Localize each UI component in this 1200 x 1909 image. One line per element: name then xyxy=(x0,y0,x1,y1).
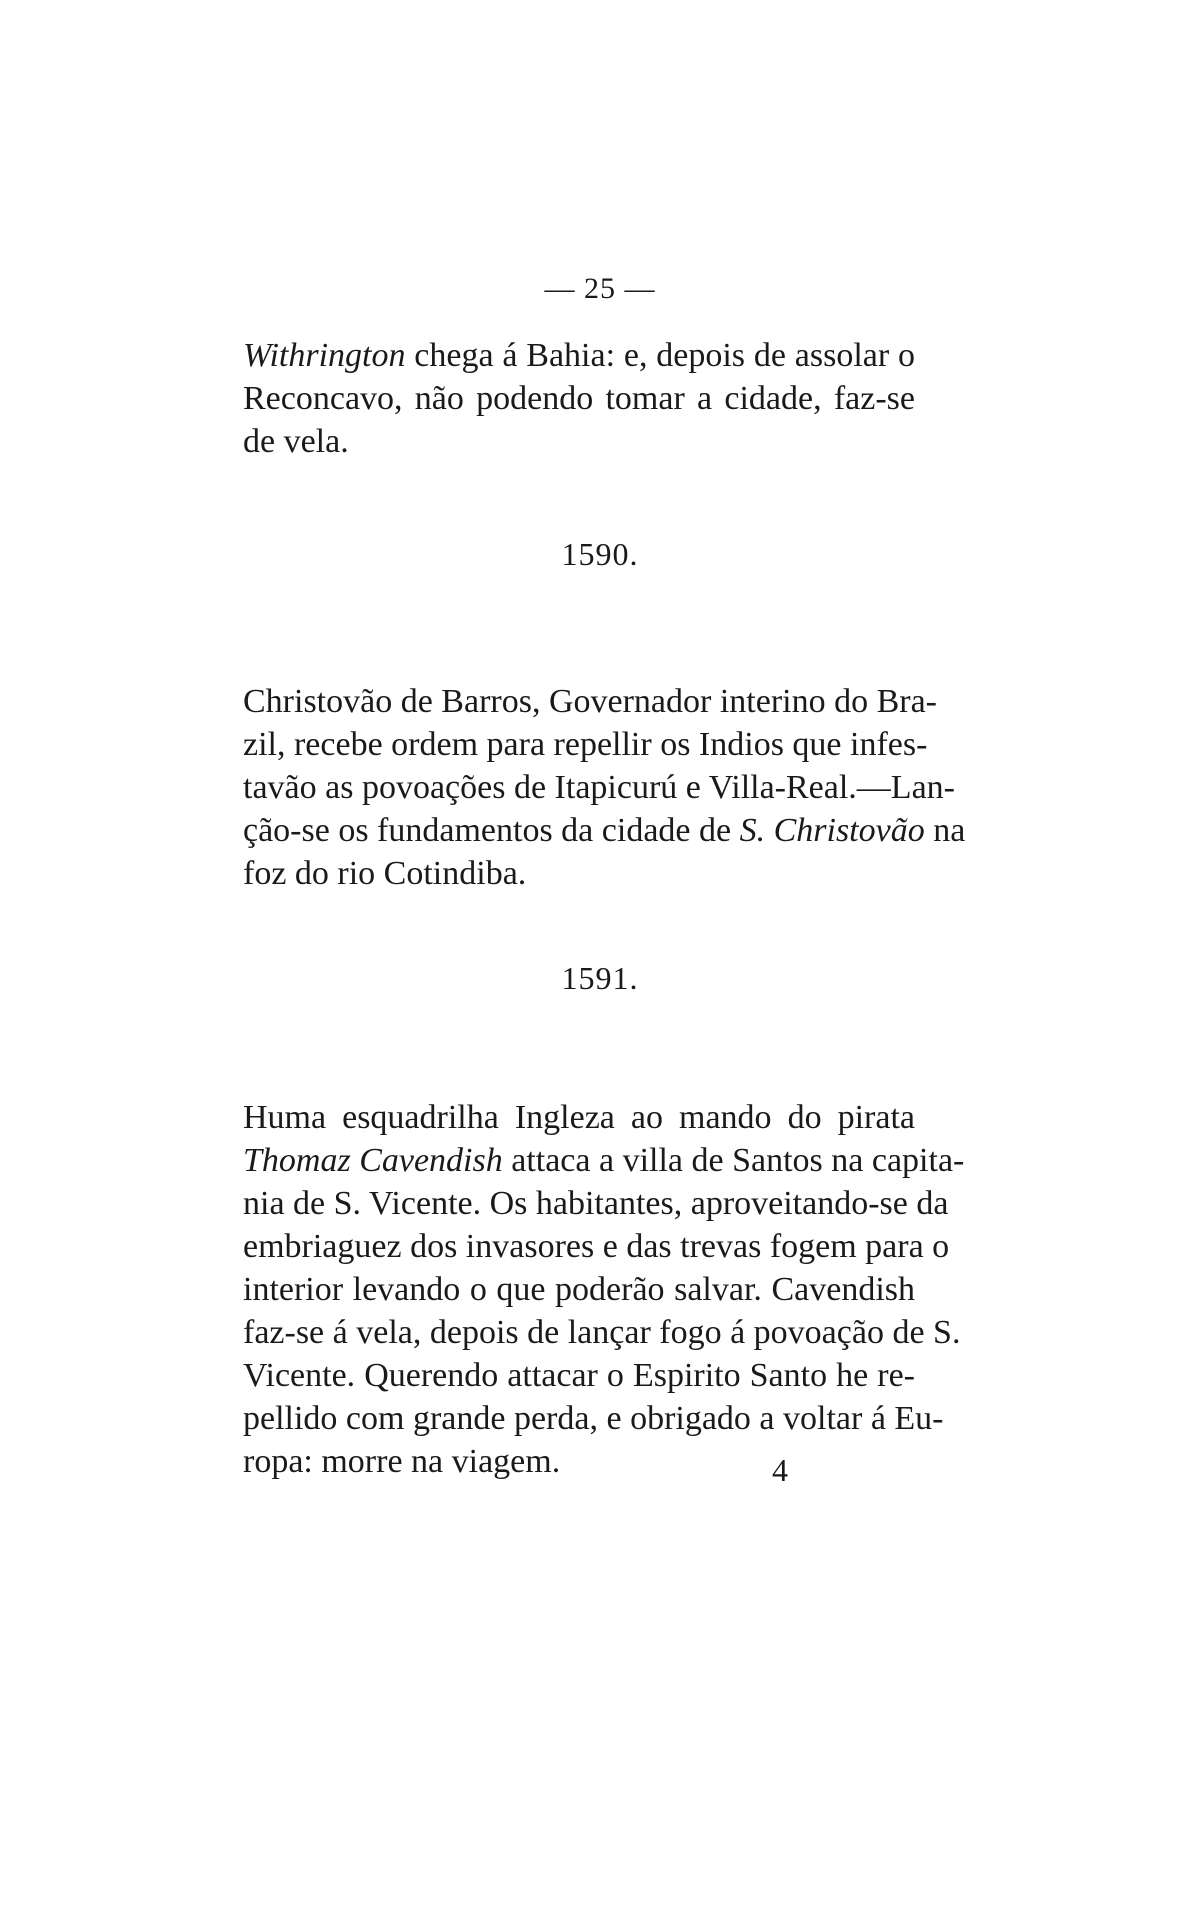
text-line: faz-se á vela, depois de lançar fogo á povoação de S. xyxy=(243,1314,961,1351)
italic-name: Thomaz Cavendish xyxy=(243,1142,503,1179)
line-text: chega á Bahia: e, depois de assolar o xyxy=(405,337,915,374)
intro-paragraph xyxy=(243,334,915,463)
text-line: embriaguez dos invasores e das trevas fogem para o xyxy=(243,1228,950,1265)
text-line xyxy=(243,1139,965,1182)
line-text: attaca a villa de Santos na capita- xyxy=(502,1142,965,1179)
year-heading-1590: 1590. xyxy=(561,536,639,572)
year-heading-1591: 1591. xyxy=(561,960,639,996)
text-line: Christovão de Barros, Governador interino do Bra- xyxy=(243,683,937,720)
text-line: nia de S. Vicente. Os habitantes, aproveitando-se da xyxy=(243,1185,949,1222)
text-line: Huma esquadrilha Ingleza ao mando do pirata xyxy=(243,1099,915,1136)
text-line xyxy=(243,334,915,377)
text-line: zil, recebe ordem para repellir os Indios que infes- xyxy=(243,726,928,763)
line-text: na xyxy=(924,812,966,849)
text-line: ropa: morre na viagem. xyxy=(243,1443,561,1480)
text-line: interior levando o que poderão salvar. Cavendish xyxy=(243,1271,915,1308)
text-line xyxy=(243,809,966,852)
text-line: tavão as povoações de Itapicurú e Villa-Real.—Lan- xyxy=(243,769,955,806)
italic-name: Withrington xyxy=(243,337,406,374)
text-line: Vicente. Querendo attacar o Espirito Santo he re- xyxy=(243,1357,915,1394)
text-line: Reconcavo, não podendo tomar a cidade, faz-se xyxy=(243,380,915,417)
text-line: pellido com grande perda, e obrigado a voltar á Eu- xyxy=(243,1400,944,1437)
line-text: ção-se os fundamentos da cidade de xyxy=(243,812,740,849)
text-line: foz do rio Cotindiba. xyxy=(243,855,527,892)
page-number: — 25 — xyxy=(544,272,656,305)
paragraph-1591 xyxy=(243,1096,965,1483)
text-line: de vela. xyxy=(243,423,349,460)
signature-mark: 4 xyxy=(772,1452,788,1488)
italic-place-name: S. Christovão xyxy=(739,812,925,849)
paragraph-1590 xyxy=(243,680,966,895)
